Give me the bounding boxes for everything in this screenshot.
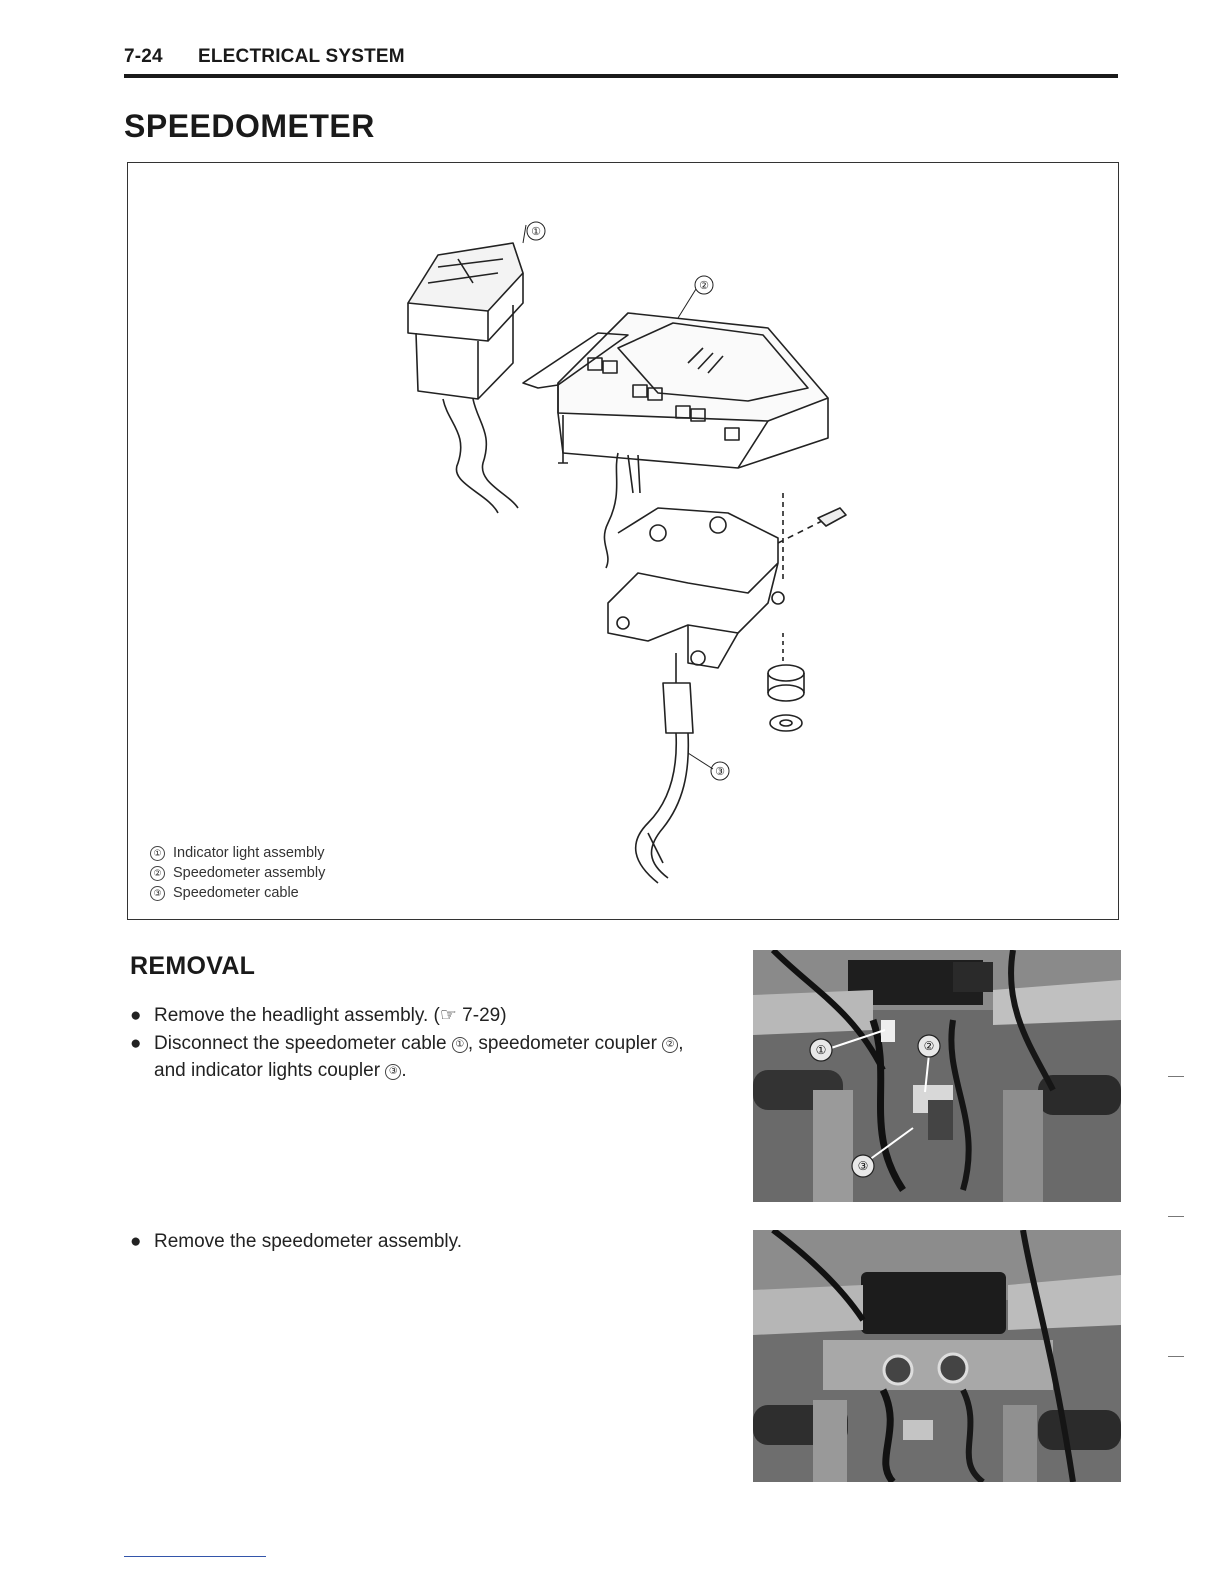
figure-legend bbox=[150, 843, 325, 903]
speedometer-cable-drawing bbox=[636, 653, 693, 883]
bullet: ● bbox=[130, 1005, 142, 1026]
exploded-diagram-figure bbox=[127, 162, 1119, 920]
bullet: ● bbox=[130, 1231, 142, 1252]
legend-item bbox=[150, 863, 325, 883]
legend-num: ① bbox=[150, 846, 165, 861]
edge-mark bbox=[1168, 1216, 1184, 1217]
page-header bbox=[124, 44, 1118, 78]
step-text: Remove the headlight assembly. ( bbox=[154, 1005, 440, 1026]
step-text: , speedometer coupler bbox=[467, 1033, 663, 1054]
step-text: Remove the speedometer assembly. bbox=[154, 1231, 463, 1252]
step-remove-speedometer bbox=[130, 1228, 730, 1256]
legend-num: ③ bbox=[150, 886, 165, 901]
step-remove-headlight bbox=[130, 1002, 730, 1030]
photo-speedometer-bolts bbox=[753, 1230, 1121, 1482]
speedometer-exploded-diagram bbox=[128, 163, 1118, 919]
indicator-light-drawing bbox=[408, 243, 523, 513]
ref-num: ③ bbox=[385, 1064, 401, 1080]
legend-item bbox=[150, 883, 325, 903]
step-text: and indicator lights coupler bbox=[154, 1060, 386, 1081]
legend-label: Speedometer assembly bbox=[173, 865, 326, 881]
page-title: SPEEDOMETER bbox=[124, 108, 375, 144]
step-text: , bbox=[678, 1033, 684, 1054]
photo-couplers bbox=[753, 950, 1121, 1202]
step-disconnect bbox=[130, 1030, 730, 1086]
legend-num: ② bbox=[150, 866, 165, 881]
step-text: Disconnect the speedometer cable bbox=[154, 1033, 452, 1054]
removal-heading: REMOVAL bbox=[130, 952, 256, 980]
ref-num: ① bbox=[452, 1037, 468, 1053]
legend-item bbox=[150, 843, 325, 863]
callout-1: ① bbox=[531, 226, 541, 238]
footer-rule bbox=[124, 1556, 266, 1557]
callout-2: ② bbox=[699, 280, 709, 292]
photo-callout-3: ③ bbox=[857, 1159, 869, 1173]
bullet: ● bbox=[130, 1033, 142, 1054]
page-number: 7-24 bbox=[124, 46, 163, 67]
edge-mark bbox=[1168, 1076, 1184, 1077]
step-text: . bbox=[401, 1060, 407, 1081]
photo-callout-1: ① bbox=[815, 1043, 827, 1057]
callout-3: ③ bbox=[715, 766, 725, 778]
bracket-drawing bbox=[608, 508, 784, 668]
step-text: 7-29) bbox=[456, 1005, 507, 1026]
ref-num: ② bbox=[662, 1037, 678, 1053]
legend-label: Speedometer cable bbox=[173, 885, 299, 901]
edge-mark bbox=[1168, 1356, 1184, 1357]
section-title: ELECTRICAL SYSTEM bbox=[198, 46, 405, 67]
photo-callout-2: ② bbox=[923, 1039, 935, 1053]
legend-label: Indicator light assembly bbox=[173, 845, 325, 861]
page-reference-icon: ☞ bbox=[439, 1005, 457, 1026]
